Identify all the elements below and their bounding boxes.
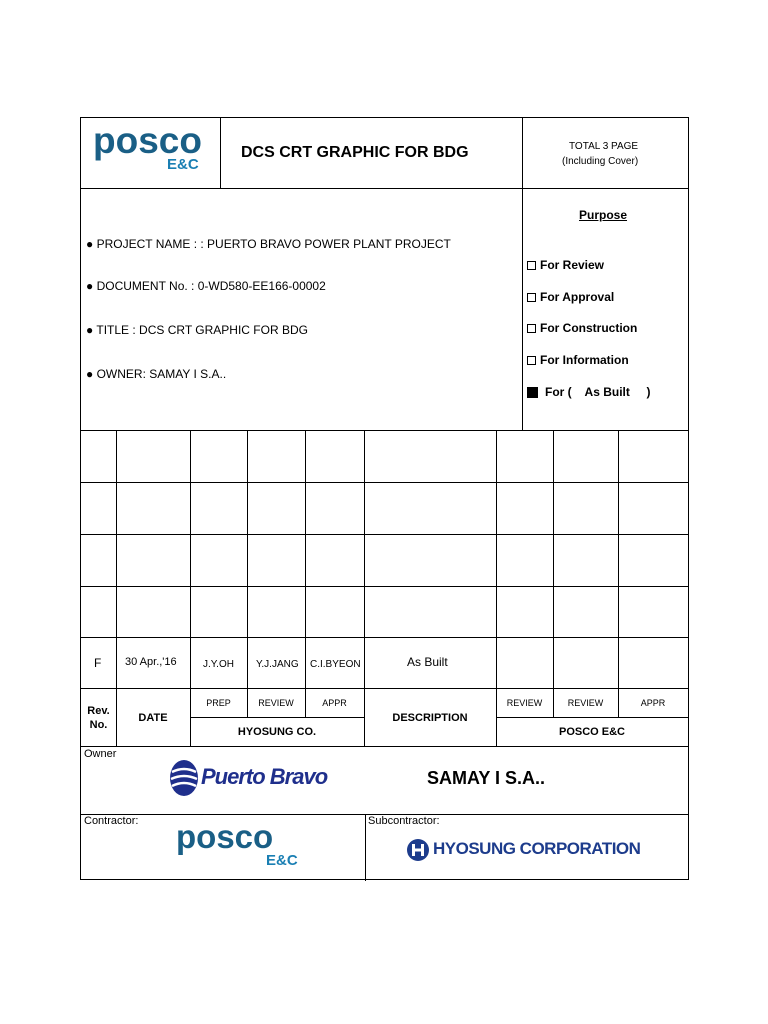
appr-header: APPR xyxy=(322,698,347,708)
contractor-posco-sub: E&C xyxy=(266,852,298,869)
divider xyxy=(81,482,688,483)
total-pages-note: (Including Cover) xyxy=(562,156,639,167)
document-number: ● DOCUMENT No. : 0-WD580-EE166-00002 xyxy=(86,279,326,293)
rev-appr: C.I.BYEON xyxy=(310,659,361,670)
posco-logo-sub: E&C xyxy=(167,156,199,173)
rev-no-header: Rev. No. xyxy=(87,705,110,731)
checkbox-information[interactable] xyxy=(527,356,536,365)
checkbox-as-built[interactable] xyxy=(527,387,538,398)
rev-description: As Built xyxy=(407,655,448,669)
owner-label: Owner xyxy=(84,748,117,760)
puerto-bravo-emblem-icon xyxy=(169,758,199,798)
purpose-heading: Purpose xyxy=(579,208,628,222)
divider xyxy=(365,814,366,881)
purpose-as-built-label: For ( As Built ) xyxy=(545,385,651,399)
contractor-label: Contractor: xyxy=(84,815,139,827)
checkbox-approval[interactable] xyxy=(527,293,536,302)
divider xyxy=(618,430,619,688)
purpose-construction-label: For Construction xyxy=(540,321,638,335)
hyosung-emblem-icon xyxy=(406,838,430,862)
total-pages: TOTAL 3 PAGE xyxy=(569,141,639,152)
divider xyxy=(81,188,688,189)
rev-prep: J.Y.OH xyxy=(203,659,234,670)
checkbox-review[interactable] xyxy=(527,261,536,270)
divider xyxy=(553,430,554,688)
document-title: DCS CRT GRAPHIC FOR BDG xyxy=(241,144,469,161)
description-header: DESCRIPTION xyxy=(392,712,468,724)
puerto-bravo-logo: Puerto Bravo xyxy=(201,764,328,789)
divider xyxy=(190,430,191,688)
title-line: ● TITLE : DCS CRT GRAPHIC FOR BDG xyxy=(86,323,308,337)
divider xyxy=(522,118,523,430)
contractor-posco-logo: posco xyxy=(176,818,274,855)
purpose-approval-label: For Approval xyxy=(540,290,615,304)
divider xyxy=(305,430,306,688)
purpose-information-label: For Information xyxy=(540,353,629,367)
divider xyxy=(364,430,365,746)
rev-letter: F xyxy=(94,656,102,670)
divider xyxy=(81,688,688,689)
posco-header: POSCO E&C xyxy=(558,726,625,738)
rev-date: 30 Apr.,'16 xyxy=(125,656,177,668)
divider xyxy=(496,717,688,718)
subcontractor-label: Subcontractor: xyxy=(368,815,440,827)
divider xyxy=(81,586,688,587)
cover-sheet xyxy=(80,117,689,880)
divider xyxy=(81,430,688,431)
prep-header: PREP xyxy=(206,698,231,708)
divider xyxy=(81,746,688,747)
divider xyxy=(116,430,117,746)
review3-header: REVIEW xyxy=(567,698,604,708)
hyosung-logo: HYOSUNG CORPORATION xyxy=(433,839,641,858)
hyosung-header: HYOSUNG CO. xyxy=(237,726,317,738)
owner-name: SAMAY I S.A.. xyxy=(427,768,546,788)
posco-logo: posco xyxy=(93,120,202,161)
rev-review: Y.J.JANG xyxy=(256,659,299,670)
divider xyxy=(247,430,248,688)
divider xyxy=(220,118,221,188)
purpose-review-label: For Review xyxy=(540,258,605,272)
appr2-header: APPR xyxy=(640,698,666,708)
checkbox-construction[interactable] xyxy=(527,324,536,333)
divider xyxy=(81,534,688,535)
review2-header: REVIEW xyxy=(506,698,543,708)
review-header: REVIEW xyxy=(258,698,294,708)
divider xyxy=(81,637,688,638)
divider xyxy=(190,717,364,718)
date-header: DATE xyxy=(138,712,168,724)
owner-line: ● OWNER: SAMAY I S.A.. xyxy=(86,367,227,381)
project-name: ● PROJECT NAME : : PUERTO BRAVO POWER PLANT PROJECT xyxy=(86,237,451,251)
